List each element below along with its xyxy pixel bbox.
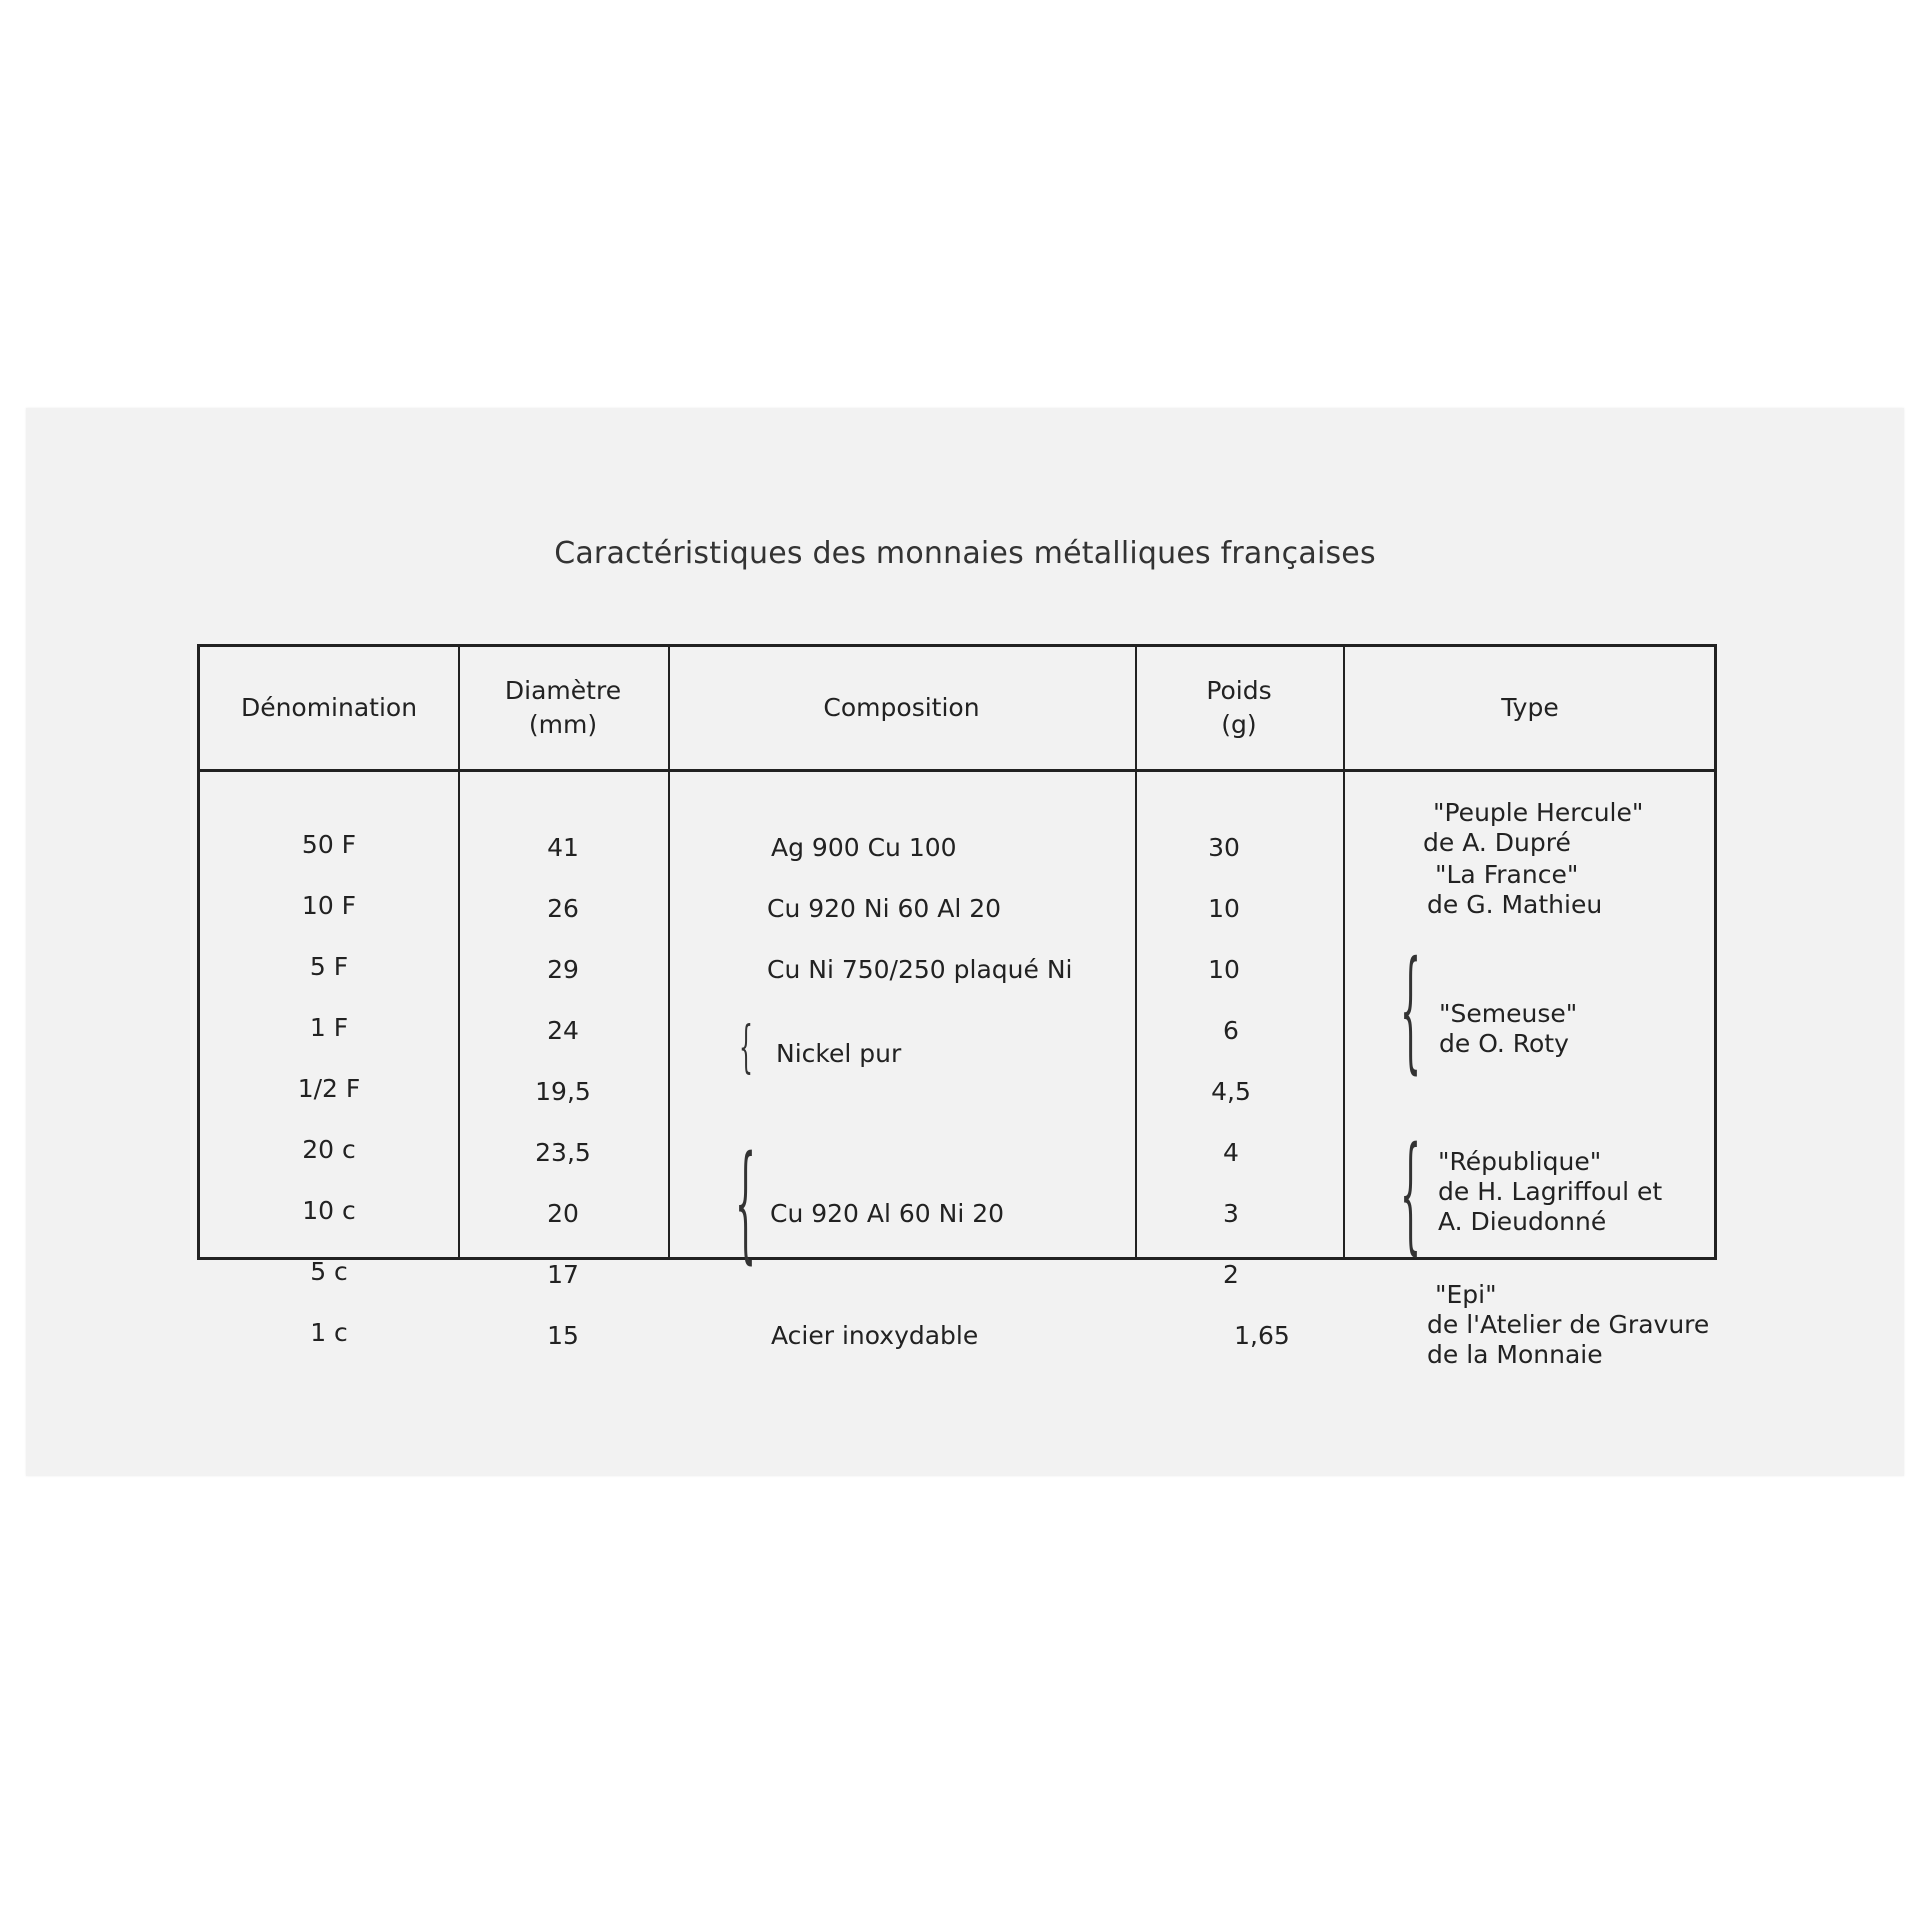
composition-cell: Cu Ni 750/250 plaqué Ni — [767, 955, 1073, 984]
denomination-cell: 5 F — [309, 952, 349, 981]
type-engraver: de G. Mathieu — [1427, 890, 1603, 919]
type-semeuse — [1439, 999, 1577, 1059]
poids-cell: 4,5 — [1211, 1077, 1251, 1106]
type-epi — [1427, 1280, 1709, 1370]
denomination-cell: 5 c — [310, 1257, 348, 1286]
header-label: Type — [1501, 693, 1559, 722]
type-engraver: de A. Dupré — [1423, 828, 1571, 857]
brace-icon: { — [1400, 1121, 1422, 1269]
type-name: "Semeuse" — [1439, 999, 1578, 1028]
type-france — [1427, 860, 1602, 920]
header-composition — [668, 647, 1135, 769]
diametre-cell: 17 — [547, 1260, 579, 1289]
type-engraver: de O. Roty — [1439, 1029, 1569, 1058]
diametre-cell: 19,5 — [535, 1077, 591, 1106]
type-hercule — [1423, 798, 1643, 858]
document-title: Caractéristiques des monnaies métalliques françaises — [554, 536, 1376, 571]
header-unit: (g) — [1221, 710, 1257, 739]
poids-cell: 6 — [1223, 1016, 1239, 1045]
header-unit: (mm) — [528, 710, 598, 739]
denomination-cell: 1 F — [309, 1013, 349, 1042]
brace-icon: { — [1400, 934, 1422, 1088]
header-divider — [200, 769, 1714, 772]
brace-icon: { — [739, 1015, 753, 1081]
denomination-cell: 50 F — [301, 830, 357, 859]
poids-cell: 10 — [1208, 894, 1240, 923]
diametre-cell: 41 — [547, 833, 579, 862]
poids-cell: 1,65 — [1234, 1321, 1290, 1350]
diametre-cell: 29 — [547, 955, 579, 984]
type-republique — [1438, 1147, 1662, 1237]
type-engraver: de l'Atelier de Gravure — [1427, 1310, 1710, 1339]
diametre-cell: 24 — [547, 1016, 579, 1045]
composition-cell: Acier inoxydable — [771, 1321, 979, 1350]
denomination-cell: 10 F — [301, 891, 357, 920]
document-card — [26, 408, 1904, 1476]
header-poids — [1135, 647, 1343, 769]
coin-table — [197, 644, 1717, 1369]
diametre-cell: 20 — [547, 1199, 579, 1228]
poids-cell: 30 — [1208, 833, 1240, 862]
diametre-cell: 23,5 — [535, 1138, 591, 1167]
header-label: Composition — [823, 693, 980, 722]
brace-icon: { — [735, 1130, 757, 1278]
denomination-cell: 1 c — [310, 1318, 348, 1347]
type-name: "Peuple Hercule" — [1433, 798, 1644, 827]
header-denomination — [200, 647, 458, 769]
composition-cell: Cu 920 Al 60 Ni 20 — [770, 1199, 1005, 1228]
poids-cell: 3 — [1223, 1199, 1239, 1228]
poids-cell: 10 — [1208, 955, 1240, 984]
diametre-cell: 15 — [547, 1321, 579, 1350]
denomination-cell: 10 c — [302, 1196, 356, 1225]
type-engraver: A. Dieudonné — [1438, 1207, 1607, 1236]
type-name: "La France" — [1435, 860, 1579, 889]
diametre-cell: 26 — [547, 894, 579, 923]
denomination-cell: 1/2 F — [297, 1074, 361, 1103]
composition-cell: Nickel pur — [776, 1039, 902, 1068]
header-label: Dénomination — [240, 693, 418, 722]
composition-cell: Cu 920 Ni 60 Al 20 — [767, 894, 1002, 923]
header-label: Poids — [1206, 676, 1272, 705]
header-type — [1343, 647, 1717, 769]
poids-cell: 4 — [1223, 1138, 1239, 1167]
type-name: "Epi" — [1435, 1280, 1497, 1309]
header-diametre — [458, 647, 668, 769]
header-label: Diamètre — [504, 676, 622, 705]
type-engraver: de H. Lagriffoul et — [1438, 1177, 1663, 1206]
poids-cell: 2 — [1223, 1260, 1239, 1289]
type-engraver: de la Monnaie — [1427, 1340, 1603, 1369]
type-name: "République" — [1438, 1147, 1602, 1176]
composition-cell: Ag 900 Cu 100 — [771, 833, 957, 862]
denomination-cell: 20 c — [302, 1135, 356, 1164]
